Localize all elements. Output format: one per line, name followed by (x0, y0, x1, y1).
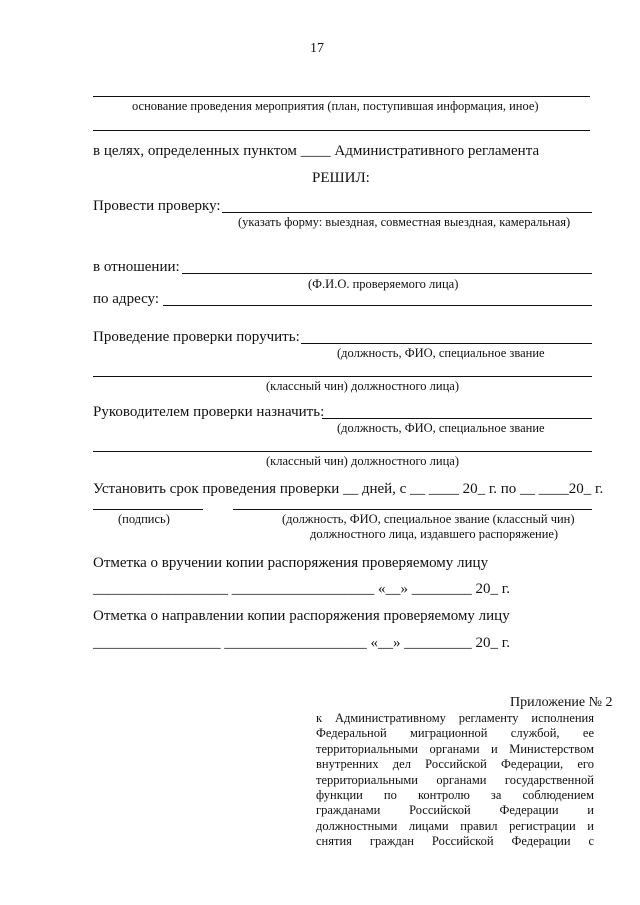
dispatch-date-line: _________________ ___________________ «__» _________ 20_ г. (93, 635, 510, 651)
appendix-line: функции по контролю за соблюдением (316, 788, 594, 803)
appendix-line: гражданами Российской Федерации и (316, 803, 594, 818)
leader-caption-2: (классный чин) должностного лица) (266, 454, 460, 468)
issuer-line (233, 509, 592, 510)
issuer-caption-2: должностного лица, издавшего распоряжение) (310, 527, 559, 541)
assign-caption-1: (должность, ФИО, специальное звание (337, 346, 545, 360)
inspection-caption: (указать форму: выездная, совместная выездная, камеральная) (238, 215, 571, 229)
delivery-label: Отметка о вручении копии распоряжения проверяемому лицу (93, 555, 489, 571)
appendix-line: снятия граждан Российской Федерации с (316, 834, 594, 849)
leader-caption-1: (должность, ФИО, специальное звание (337, 421, 545, 435)
appendix-line: должностными лицами правил регистрации и (316, 818, 594, 833)
subject-label: в отношении: (93, 259, 180, 275)
address-label: по адресу: (93, 291, 160, 307)
inspection-fill-line (222, 212, 592, 213)
appendix-text (316, 711, 594, 850)
appendix-line: территориальными органами государственной (316, 772, 594, 787)
decision-heading: РЕШИЛ: (312, 170, 370, 186)
assign-second-line (93, 376, 592, 377)
basis-second-line (93, 130, 590, 131)
appendix-title: Приложение № 2 (510, 695, 613, 710)
dispatch-label: Отметка о направлении копии распоряжения проверяемому лицу (93, 608, 510, 624)
basis-caption: основание проведения мероприятия (план, поступившая информация, иное) (132, 99, 539, 113)
assign-label: Проведение проверки поручить: (93, 329, 300, 345)
subject-caption: (Ф.И.О. проверяемого лица) (308, 277, 459, 291)
inspection-label: Провести проверку: (93, 198, 221, 214)
appendix-line: внутренних дел Российской Федерации, его (316, 757, 594, 772)
assign-fill-line (301, 343, 592, 344)
appendix-line: территориальными органами и Министерством (316, 741, 594, 756)
address-fill-line (163, 305, 592, 306)
signature-caption: (подпись) (118, 512, 170, 526)
subject-fill-line (182, 273, 592, 274)
page-number: 17 (310, 41, 324, 56)
leader-fill-line (322, 418, 592, 419)
assign-caption-2: (классный чин) должностного лица) (266, 379, 460, 393)
leader-second-line (93, 451, 592, 452)
leader-label: Руководителем проверки назначить: (93, 404, 325, 420)
appendix-line: к Административному регламенту исполнения (316, 711, 594, 725)
issuer-caption-1: (должность, ФИО, специальное звание (классный чин) (282, 512, 575, 526)
basis-fill-line (93, 96, 590, 97)
appendix-line: Федеральной миграционной службой, ее (316, 726, 594, 741)
term-line: Установить срок проведения проверки __ дней, с __ ____ 20_ г. по __ ____20_ г. (93, 481, 604, 497)
signature-line (93, 509, 203, 510)
delivery-date-line: __________________ ___________________ «__» ________ 20_ г. (93, 581, 510, 597)
purpose-line: в целях, определенных пунктом ____ Административного регламента (93, 143, 540, 159)
